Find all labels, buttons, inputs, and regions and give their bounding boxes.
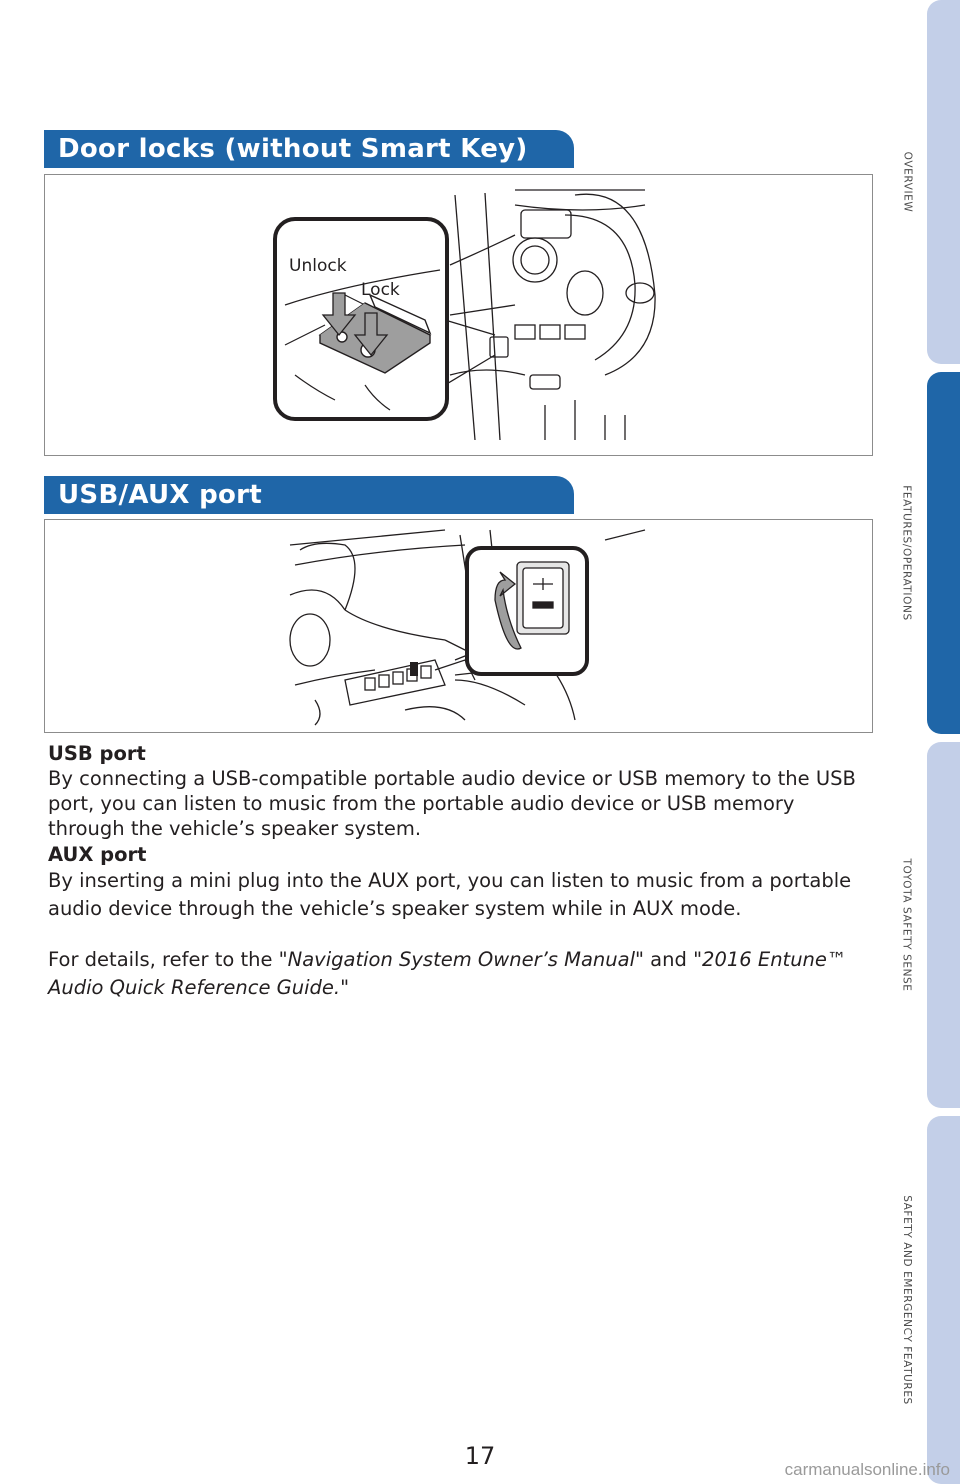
door-locks-drawing <box>45 175 874 457</box>
side-tab-features-label-wrap <box>892 372 922 734</box>
lock-label: Lock <box>361 280 400 300</box>
section-title-usb-aux <box>44 476 574 514</box>
usb-aux-title: USB/AUX port <box>58 480 263 510</box>
side-tab-tss-label-wrap <box>892 742 922 1108</box>
section-title-door-locks <box>44 130 574 168</box>
side-tab-features-label: FEATURES/OPERATIONS <box>901 485 913 621</box>
side-tab-overview-label: OVERVIEW <box>901 151 913 213</box>
side-tab-toyota-safety-sense[interactable] <box>927 742 960 1108</box>
usb-aux-illustration <box>44 519 873 733</box>
side-tab-overview-label-wrap <box>892 0 922 364</box>
side-tab-safety-label: SAFETY AND EMERGENCY FEATURES <box>901 1195 913 1405</box>
unlock-label: Unlock <box>289 256 347 276</box>
usb-port-description: By connecting a USB-compatible portable audio device or USB memory to the USB port, you can listen to music from the portable audio device or USB memory through the vehicle’s speaker system. <box>48 767 856 840</box>
usb-port-section <box>48 741 868 841</box>
aux-port-description: By inserting a mini plug into the AUX port, you can listen to music from a portable audio device through the vehicle’s speaker system while in AUX mode. <box>48 869 852 920</box>
entune-guide-reference: "2016 Entune™ Audio Quick Reference Guide." <box>48 948 847 999</box>
details-prefix: For details, refer to the <box>48 948 279 971</box>
side-tab-overview[interactable] <box>927 0 960 364</box>
side-tab-tss-label: TOYOTA SAFETY SENSE <box>901 858 913 992</box>
details-and: and <box>643 948 694 971</box>
usb-aux-drawing <box>45 520 874 734</box>
door-locks-illustration <box>44 174 873 456</box>
nav-manual-reference: "Navigation System Owner’s Manual" <box>278 948 644 971</box>
aux-port-heading: AUX port <box>48 843 147 866</box>
usb-port-heading: USB port <box>48 742 146 765</box>
page-number: 17 <box>464 1442 496 1470</box>
side-tab-features-operations[interactable] <box>927 372 960 734</box>
door-locks-title: Door locks (without Smart Key) <box>58 134 528 164</box>
watermark: carmanualsonline.info <box>784 1460 950 1479</box>
details-reference <box>48 946 868 1002</box>
side-tab-safety-label-wrap <box>892 1116 922 1484</box>
aux-port-section <box>48 842 868 923</box>
side-tab-safety-emergency[interactable] <box>927 1116 960 1484</box>
